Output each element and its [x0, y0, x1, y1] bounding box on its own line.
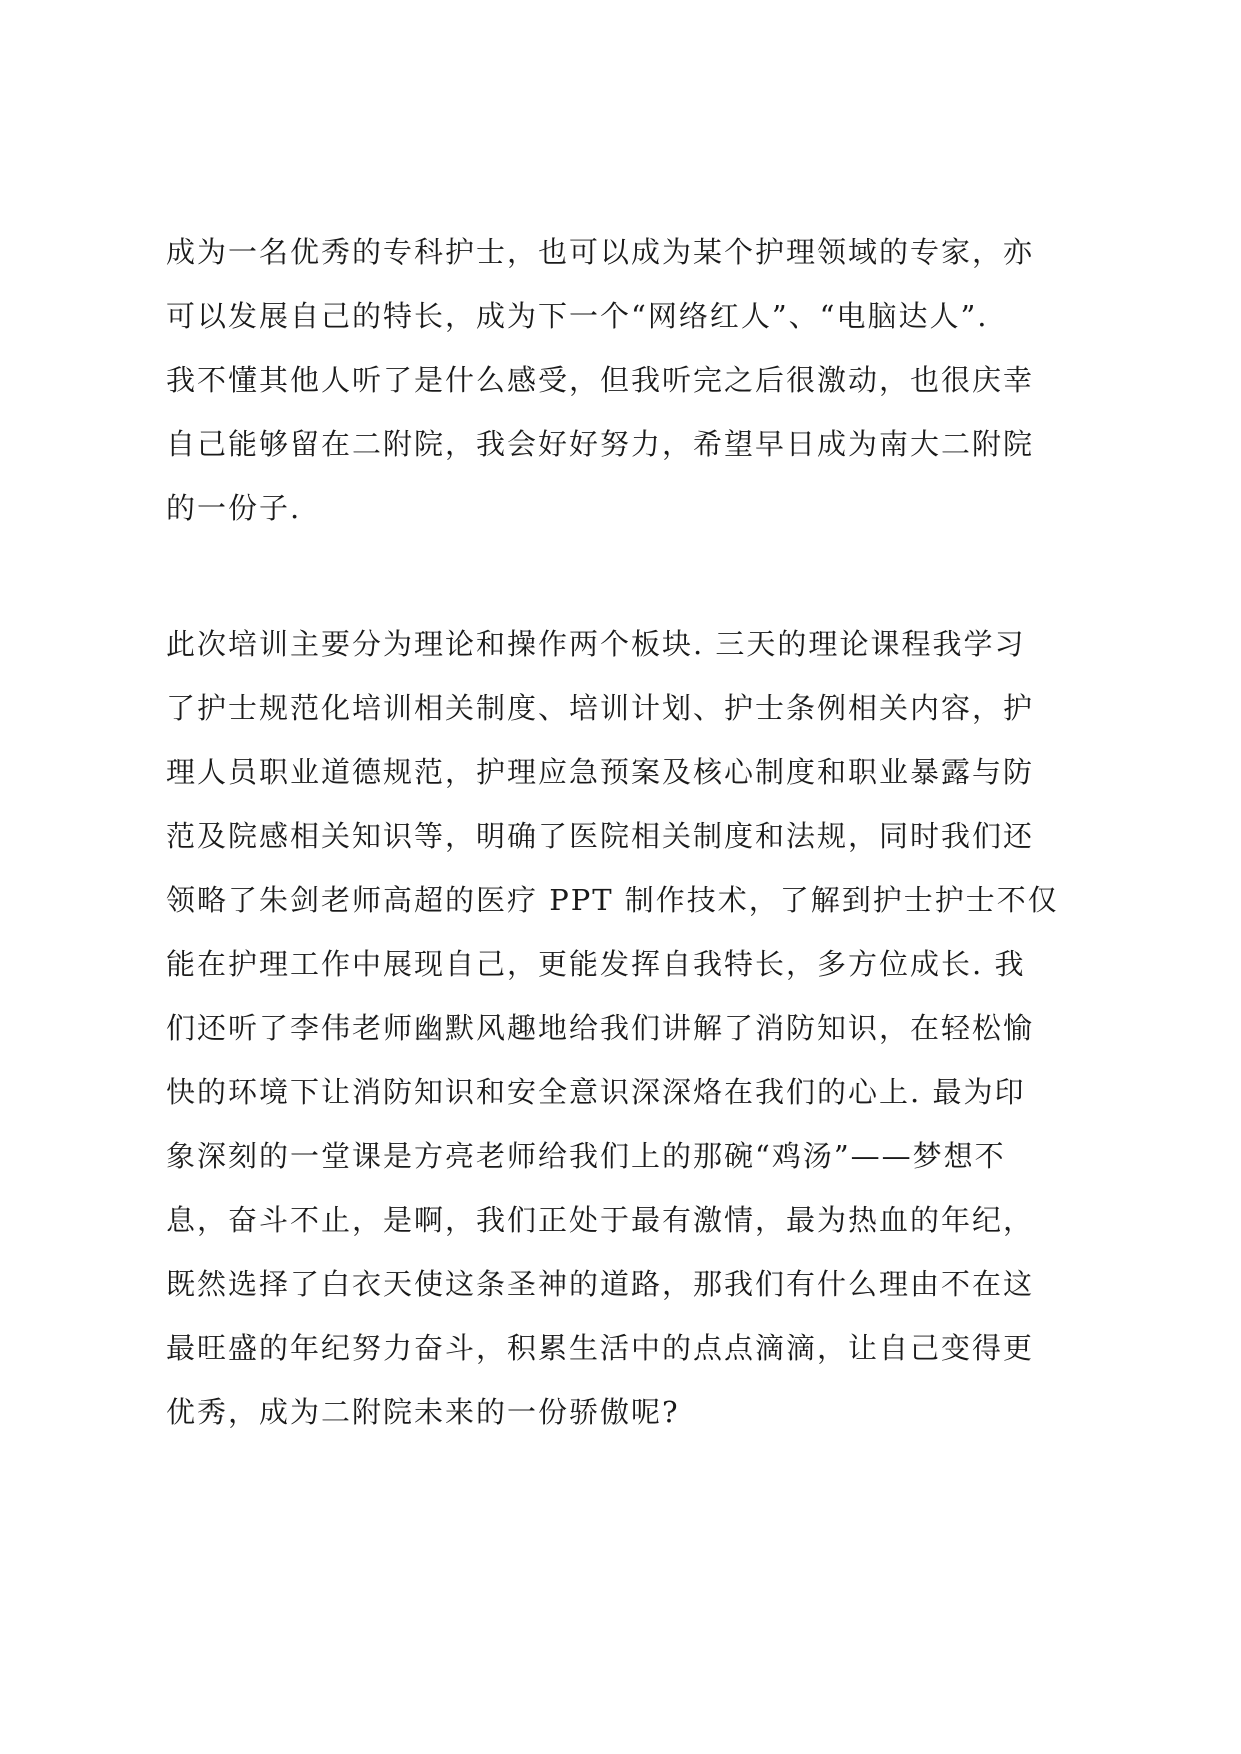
paragraph-line: 快的环境下让消防知识和安全意识深深烙在我们的心上. 最为印: [166, 1075, 1026, 1109]
paragraph-line: 范及院感相关知识等，明确了医院相关制度和法规，同时我们还: [166, 819, 1035, 853]
paragraph-line: 自己能够留在二附院，我会好好努力，希望早日成为南大二附院: [166, 427, 1035, 461]
paragraph-line: 息，奋斗不止，是啊，我们正处于最有激情，最为热血的年纪，: [166, 1203, 1035, 1237]
paragraph-line: 优秀，成为二附院未来的一份骄傲呢?: [166, 1395, 680, 1429]
paragraph-line: 理人员职业道德规范，护理应急预案及核心制度和职业暴露与防: [166, 755, 1035, 789]
paragraph-line: 最旺盛的年纪努力奋斗，积累生活中的点点滴滴，让自己变得更: [166, 1331, 1035, 1365]
paragraph-line: 既然选择了白衣天使这条圣神的道路，那我们有什么理由不在这: [166, 1267, 1035, 1301]
paragraph-line: 了护士规范化培训相关制度、培训计划、护士条例相关内容，护: [166, 691, 1035, 725]
paragraph-line: 领略了朱剑老师高超的医疗 PPT 制作技术，了解到护士护士不仅: [166, 883, 1059, 917]
paragraph-line: 此次培训主要分为理论和操作两个板块. 三天的理论课程我学习: [166, 627, 1026, 661]
paragraph-line: 们还听了李伟老师幽默风趣地给我们讲解了消防知识，在轻松愉: [166, 1011, 1035, 1045]
paragraph-line: 象深刻的一堂课是方亮老师给我们上的那碗“鸡汤”——梦想不: [166, 1139, 1006, 1173]
paragraph-line: 能在护理工作中展现自己，更能发挥自我特长，多方位成长. 我: [166, 947, 1026, 981]
paragraph-line: 可以发展自己的特长，成为下一个“网络红人”、“电脑达人”.: [166, 299, 989, 333]
paragraph-line: 的一份子.: [166, 491, 302, 525]
paragraph-line: 成为一名优秀的专科护士，也可以成为某个护理领域的专家，亦: [166, 235, 1035, 269]
paragraph-line: 我不懂其他人听了是什么感受，但我听完之后很激动，也很庆幸: [166, 363, 1035, 397]
paragraph-1: [166, 220, 1086, 540]
paragraph-2: [166, 612, 1086, 1444]
